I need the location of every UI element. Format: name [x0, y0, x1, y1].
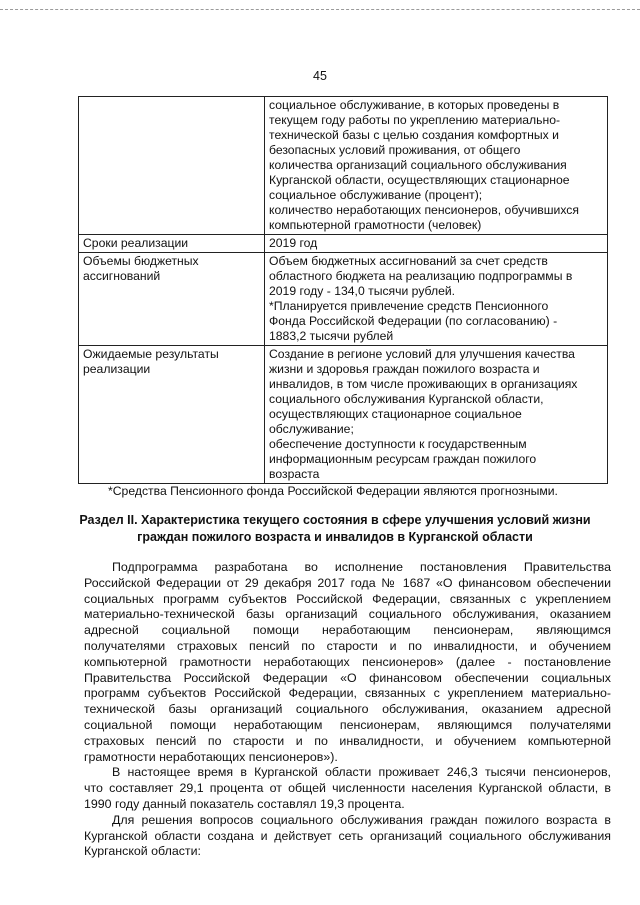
- table-cell-content: [265, 253, 608, 346]
- label-line: Ожидаемые результаты: [83, 347, 219, 361]
- content-line: Объем бюджетных ассигнований за счет средств: [269, 254, 548, 268]
- content-line: безопасных условий проживания, от общего: [269, 143, 521, 157]
- paragraph-line: Подпрограмма разработана во исполнение постановления Правительства: [112, 560, 611, 574]
- paragraph-line: грамотности неработающих пенсионеров»).: [84, 749, 338, 764]
- content-line: 2019 год: [269, 236, 318, 250]
- paragraph-line: страховых пенсий по старости и по инвалидности, и обучением компьютерной: [84, 733, 611, 748]
- content-line: количества организаций социального обслуживания: [269, 158, 567, 172]
- table-cell-content: [265, 235, 608, 253]
- table-cell-label: [79, 235, 265, 253]
- scan-edge-line: [0, 9, 640, 10]
- paragraph-line: Курганской области создана и действует сеть организаций социального обслуживания: [84, 828, 611, 843]
- paragraph-line: 1990 году данный показатель составлял 19,3 процента.: [84, 796, 405, 811]
- paragraph-line: что составляет 29,1 процента от общей численности населения Курганской области, в: [84, 781, 611, 796]
- table-row: [79, 346, 608, 484]
- paragraph: [84, 813, 611, 860]
- paragraph-line: получателями страховых пенсий по старости и по инвалидности, и обучением: [84, 638, 611, 653]
- table-cell-content: [265, 346, 608, 484]
- paragraph-line: технической базы организаций социального обслуживания, оказанием адресной: [84, 702, 611, 717]
- paragraph-line: адресной социальной помощи неработающим пенсионерам, являющимся: [84, 623, 611, 638]
- content-line: компьютерной грамотности (человек): [269, 218, 482, 232]
- content-line: социальное обслуживание (процент);: [269, 188, 483, 202]
- paragraph-line: Курганской области:: [84, 844, 201, 859]
- content-line: текущем году работы по укреплению материально-: [269, 113, 561, 127]
- content-line: возраста: [269, 467, 320, 481]
- content-line: технической базы с целью создания комфортных и: [269, 128, 559, 142]
- paragraph-line: социальной помощи неработающим пенсионерам, являющимся получателями: [84, 717, 611, 732]
- paragraph-line: В настоящее время в Курганской области проживает 246,3 тысячи пенсионеров,: [112, 765, 611, 780]
- paragraph-line: Российской Федерации от 29 декабря 2017 года № 1687 «О финансовом обеспечении: [84, 575, 611, 590]
- table-cell-label: [79, 346, 265, 484]
- paragraph-line: Правительства Российской Федерации «О финансовом обеспечении социальных: [84, 670, 611, 685]
- section-title-line: Раздел II. Характеристика текущего состояния в сфере улучшения условий жизни: [79, 513, 591, 527]
- content-line: инвалидов, в том числе проживающих в организациях: [269, 377, 578, 391]
- content-line: областного бюджета на реализацию подпрограммы в: [269, 269, 573, 283]
- table-row: [79, 235, 608, 253]
- paragraph: [84, 765, 611, 812]
- content-line: *Планируется привлечение средств Пенсионного: [269, 299, 549, 313]
- paragraph-line: программ субъектов Российской Федерации, связанных с укреплением материально-: [84, 686, 611, 701]
- content-line: 1883,2 тысячи рублей: [269, 329, 394, 343]
- content-line: Курганской области, осуществляющих стационарное: [269, 173, 570, 187]
- content-line: осуществляющих стационарное социальное: [269, 407, 522, 421]
- content-line: Фонда Российской Федерации (по согласованию) -: [269, 314, 558, 328]
- label-line: реализации: [83, 362, 151, 376]
- body-text: [84, 560, 611, 860]
- content-line: обслуживание;: [269, 422, 354, 436]
- label-line: Сроки реализации: [83, 236, 189, 250]
- table-row: [79, 97, 608, 235]
- table-cell-label: [79, 253, 265, 346]
- paragraph: [84, 560, 611, 765]
- paragraph-line: компьютерной грамотности неработающих пенсионеров» (далее - постановление: [84, 654, 611, 669]
- content-line: 2019 году - 134,0 тысячи рублей.: [269, 284, 456, 298]
- page-number: 45: [313, 69, 327, 83]
- label-line: ассигнований: [83, 269, 161, 283]
- content-line: Создание в регионе условий для улучшения качества: [269, 347, 575, 361]
- content-line: социального обслуживания Курганской области,: [269, 392, 544, 406]
- table-row: [79, 253, 608, 346]
- content-line: обеспечение доступности к государственным: [269, 437, 527, 451]
- paragraph-line: материально-технической базы организаций социального обслуживания, оказанием: [84, 607, 611, 622]
- section-title: [55, 512, 615, 546]
- paragraph-line: социальных программ субъектов Российской Федерации, связанных с укреплением: [84, 591, 611, 606]
- content-line: количество неработающих пенсионеров, обучившихся: [269, 203, 579, 217]
- footnote: *Средства Пенсионного фонда Российской Федерации являются прогнозными.: [108, 484, 558, 498]
- section-title-line: граждан пожилого возраста и инвалидов в Курганской области: [137, 530, 533, 544]
- subprogram-passport-table: [78, 96, 608, 484]
- table-cell-label: [79, 97, 265, 235]
- content-line: социальное обслуживание, в которых проведены в: [269, 98, 560, 112]
- content-line: информационным ресурсам граждан пожилого: [269, 452, 537, 466]
- label-line: Объемы бюджетных: [83, 254, 199, 268]
- paragraph-line: Для решения вопросов социального обслуживания граждан пожилого возраста в: [112, 812, 611, 827]
- content-line: жизни и здоровья граждан пожилого возраста и: [269, 362, 540, 376]
- table-cell-content: [265, 97, 608, 235]
